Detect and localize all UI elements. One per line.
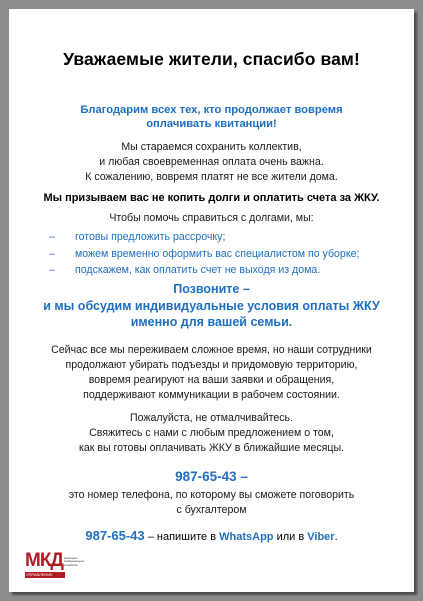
- logo-bar: УПРАВЛЕНИЕ: [25, 572, 65, 578]
- dash-bullet: –: [49, 264, 55, 276]
- thanks-heading: Благодарим всех тех, кто продолжает вовремя оплачивать квитанции!: [80, 104, 343, 130]
- help-list: [49, 229, 389, 279]
- list-item: – подскажем, как оплатить счет не выходя из дома.: [49, 262, 389, 279]
- whatsapp-link[interactable]: WhatsApp: [219, 531, 274, 543]
- messenger-line: 987-65-43 – напишите в WhatsApp или в Viber.: [85, 528, 338, 543]
- call-us-block: Позвоните – и мы обсудим индивидуальные условия оплаты ЖКУ именно для вашей семьи.: [43, 282, 380, 329]
- help-intro: Чтобы помочь справиться с долгами, мы:: [109, 212, 314, 224]
- page-title: Уважаемые жители, спасибо вам!: [63, 49, 360, 69]
- mkd-logo: [25, 550, 83, 580]
- logo-mark: МКД: [25, 550, 63, 571]
- messenger-phone[interactable]: 987-65-43: [85, 528, 145, 543]
- accountant-phone[interactable]: 987-65-43 –: [175, 469, 248, 484]
- list-item: – готовы предложить рассрочку;: [49, 229, 389, 246]
- intro-paragraph: Мы стараемся сохранить коллектив, и любая своевременная оплата очень важна. К сожалению, вовремя платят не все жители дома.: [85, 141, 338, 183]
- accountant-phone-description: это номер телефона, по которому вы сможете поговорить с бухгалтером: [68, 489, 355, 516]
- list-item: – можем временно оформить вас специалистом по уборке;: [49, 246, 389, 263]
- pay-appeal: Мы призываем вас не копить долги и оплатить счета за ЖКУ.: [43, 192, 380, 204]
- contact-paragraph: Пожалуйста, не отмалчивайтесь. Свяжитесь с нами с любым предложением о том, как вы готовы оплачивать ЖКУ в ближайшие месяцы.: [79, 412, 344, 454]
- viber-link[interactable]: Viber: [307, 531, 335, 543]
- logo-caption: жилищно-коммунальное хозяйство: [64, 556, 85, 567]
- dash-bullet: –: [49, 247, 55, 260]
- situation-paragraph: Сейчас все мы переживаем сложное время, но наши сотрудники продолжают убирать подъезды и придомовую территорию, вовремя реагируют на ваши заявки и обращения, поддерживают коммуникации в рабочем состоянии.: [51, 344, 372, 401]
- notice-sheet: [9, 9, 414, 592]
- dash-bullet: –: [49, 231, 55, 243]
